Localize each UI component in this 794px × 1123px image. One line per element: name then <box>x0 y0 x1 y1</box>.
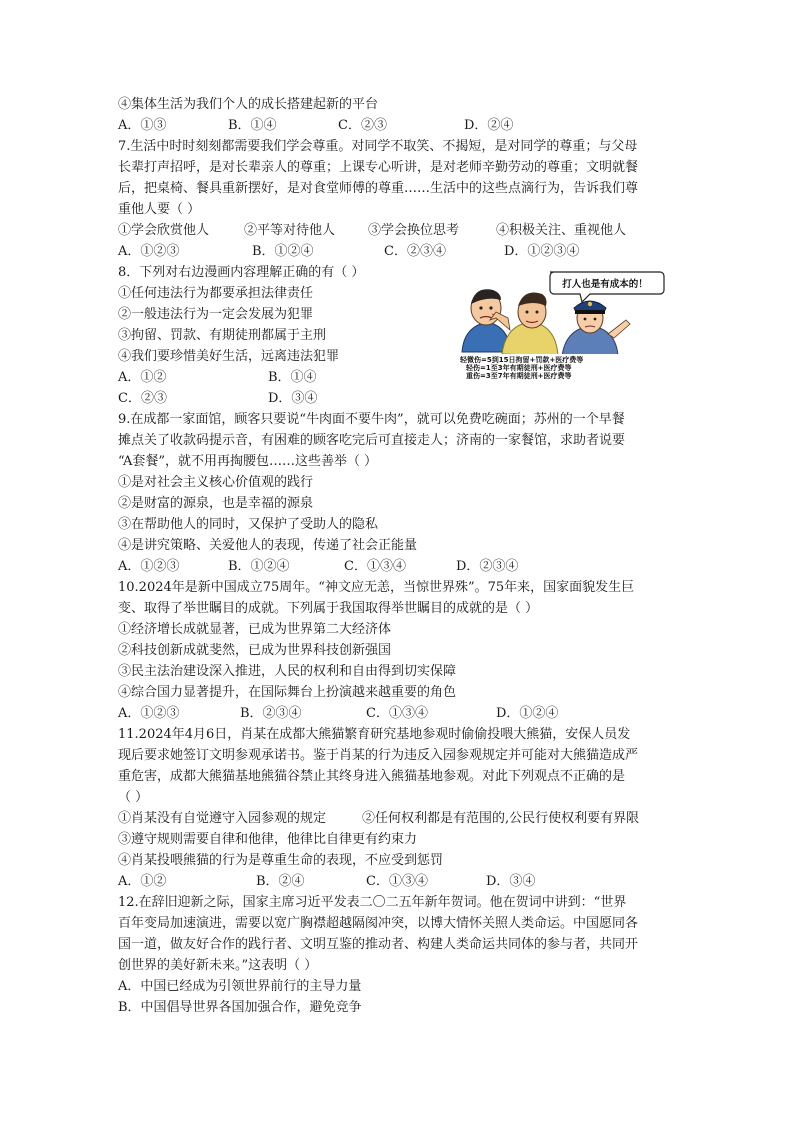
q12-option-a[interactable]: A．中国已经成为引领世界前行的主导力量 <box>118 979 362 994</box>
q10-item-4: ④综合国力显著提升，在国际舞台上扮演越来越重要的角色 <box>118 685 457 700</box>
q10-item-3: ③民主法治建设深入推进，人民的权利和自由得到切实保障 <box>118 664 457 679</box>
q9-options <box>118 556 680 577</box>
q7-option-b[interactable]: B．①②④ <box>252 244 314 259</box>
q8-item-2: ②一般违法行为一定会发展为犯罪 <box>118 307 314 322</box>
q8-cartoon-image <box>458 268 666 380</box>
q7-items <box>118 220 680 241</box>
q11-option-b[interactable]: B．②④ <box>256 874 305 889</box>
q7-stem-line: 后，把桌椅、餐具重新摆好，是对食堂师傅的尊重……生活中的这些点滴行为，告诉我们尊 <box>118 181 639 196</box>
q7-item-3: ③学会换位思考 <box>368 223 460 238</box>
q7-options <box>118 241 680 262</box>
q11-options <box>118 871 680 892</box>
q11-item-2: ②任何权利都是有范围的,公民行使权利要有界限 <box>362 811 640 826</box>
q10-item-1: ①经济增长成就显著，已成为世界第二大经济体 <box>118 622 392 637</box>
q9-option-d[interactable]: D．②③④ <box>456 559 519 574</box>
q10-item-2: ②科技创新成就斐然，已成为世界科技创新强国 <box>118 643 392 658</box>
q7-item-4: ④积极关注、重视他人 <box>496 223 627 238</box>
q7-stem-line: 7.生活中时时刻刻都需要我们学会尊重。对同学不取笑、不揭短，是对同学的尊重；与父母 <box>118 139 638 154</box>
q8-item-3: ③拘留、罚款、有期徒刑都属于主刑 <box>118 328 327 343</box>
q9-option-c[interactable]: C．①③④ <box>344 559 406 574</box>
q7-option-c[interactable]: C．②③④ <box>384 244 446 259</box>
q9-stem-line: 9.在成都一家面馆，顾客只要说“牛肉面不要牛肉”，就可以免费吃碗面；苏州的一个早餐 <box>118 412 625 427</box>
q12-stem-line: 创世界的美好新未来。”这表明（ ） <box>118 958 318 973</box>
q12-stem-line: 12.在辞旧迎新之际，国家主席习近平发表二〇二五年新年贺词。他在贺词中讲到：“世界 <box>118 895 627 910</box>
q10-stem-line: 10.2024年是新中国成立75周年。“神文应无恙，当惊世界殊”。75年来，国家面貌发生巨 <box>118 580 635 595</box>
q8-option-b[interactable]: B．①④ <box>268 370 317 385</box>
q9-option-a[interactable]: A．①②③ <box>118 559 180 574</box>
q9-item-2: ②是财富的源泉，也是幸福的源泉 <box>118 496 314 511</box>
q9-item-4: ④是讲究策略、关爱他人的表现，传递了社会正能量 <box>118 538 418 553</box>
q10-option-c[interactable]: C．①③④ <box>366 706 428 721</box>
q8-stem: 8．下列对右边漫画内容理解正确的有（ ） <box>118 265 365 280</box>
q8-options-row-2 <box>118 388 680 409</box>
q11-stem-line: （ ） <box>118 790 149 805</box>
q10-options <box>118 703 680 724</box>
q11-stem-line: 11.2024年4月6日，肖某在成都大熊猫繁育研究基地参观时偷偷投喂大熊猫，安保人员发 <box>118 727 631 742</box>
q6-option-b[interactable]: B．①④ <box>228 118 277 133</box>
q10-option-a[interactable]: A．①②③ <box>118 706 180 721</box>
q11-item-1: ①肖某没有自觉遵守入园参观的规定 <box>118 811 327 826</box>
q11-option-d[interactable]: D．③④ <box>486 874 536 889</box>
q9-stem-line: 摊点关了收款码提示音，有困难的顾客吃完后可直接走人；济南的一家餐馆，求助者说要 <box>118 433 626 448</box>
cartoon-caption-3: 重伤=3至7年有期徒刑+医疗费等 <box>466 372 572 380</box>
q6-item-4: ④集体生活为我们个人的成长搭建起新的平台 <box>118 97 379 112</box>
q6-option-c[interactable]: C．②③ <box>338 118 387 133</box>
q11-items-row-1 <box>118 808 680 829</box>
q6-options <box>118 115 680 136</box>
q7-item-1: ①学会欣赏他人 <box>118 223 210 238</box>
cartoon-caption-2: 轻伤=1至3年有期徒刑+医疗费等 <box>466 364 572 372</box>
q10-stem-line: 变、取得了举世瞩目的成就。下列属于我国取得举世瞩目的成就的是（ ） <box>118 601 539 616</box>
q11-option-c[interactable]: C．①③④ <box>366 874 428 889</box>
q11-stem-line: 现后要求她签订文明参观承诺书。鉴于肖某的行为违反入园参观规定并可能对大熊猫造成严 <box>118 748 639 763</box>
q11-item-4: ④肖某投喂熊猫的行为是尊重生命的表现，不应受到惩罚 <box>118 853 444 868</box>
q8-item-4: ④我们要珍惜美好生活，远离违法犯罪 <box>118 349 340 364</box>
q6-option-d[interactable]: D．②④ <box>464 118 514 133</box>
q8-item-1: ①任何违法行为都要承担法律责任 <box>118 286 314 301</box>
q11-stem-line: 重危害，成都大熊猫基地熊猫谷禁止其终身进入熊猫基地参观。对此下列观点不正确的是 <box>118 769 626 784</box>
q11-item-3: ③遵守规则需要自律和他律，他律比自律更有约束力 <box>118 832 418 847</box>
q8-option-d[interactable]: D．③④ <box>268 391 318 406</box>
q12-option-b[interactable]: B．中国倡导世界各国加强合作，避免竞争 <box>118 1000 362 1015</box>
q12-stem-line: 百年变局加速演进，需要以宽广胸襟超越隔阂冲突，以博大情怀关照人类命运。中国愿同各 <box>118 916 639 931</box>
q9-stem-line: “A套餐”，就不用再掏腰包……这些善举（ ） <box>118 454 378 469</box>
q7-stem-line: 重他人要（ ） <box>118 202 201 217</box>
exam-content <box>118 94 680 1018</box>
q7-option-a[interactable]: A．①②③ <box>118 244 180 259</box>
q7-stem-line: 长辈打声招呼，是对长辈亲人的尊重；上课专心听讲，是对老师辛勤劳动的尊重；文明就餐 <box>118 160 639 175</box>
q9-option-b[interactable]: B．①②④ <box>228 559 290 574</box>
q9-item-3: ③在帮助他人的同时，又保护了受助人的隐私 <box>118 517 379 532</box>
q12-stem-line: 国一道，做友好合作的践行者、文明互鉴的推动者、构建人类命运共同体的参与者，共同开 <box>118 937 639 952</box>
q8-option-a[interactable]: A．①② <box>118 370 167 385</box>
q9-item-1: ①是对社会主义核心价值观的践行 <box>118 475 314 490</box>
q11-option-a[interactable]: A．①② <box>118 874 167 889</box>
cartoon-caption-1: 轻微伤=5到15日拘留+罚款+医疗费等 <box>460 356 584 364</box>
q7-item-2: ②平等对待他人 <box>244 223 336 238</box>
q10-option-b[interactable]: B．②③④ <box>240 706 302 721</box>
cartoon-banner-text: 打人也是有成本的！ <box>562 279 648 290</box>
q10-option-d[interactable]: D．①②④ <box>496 706 559 721</box>
q8-option-c[interactable]: C．②③ <box>118 391 167 406</box>
q7-option-d[interactable]: D．①②③④ <box>504 244 580 259</box>
q6-option-a[interactable]: A．①③ <box>118 118 167 133</box>
